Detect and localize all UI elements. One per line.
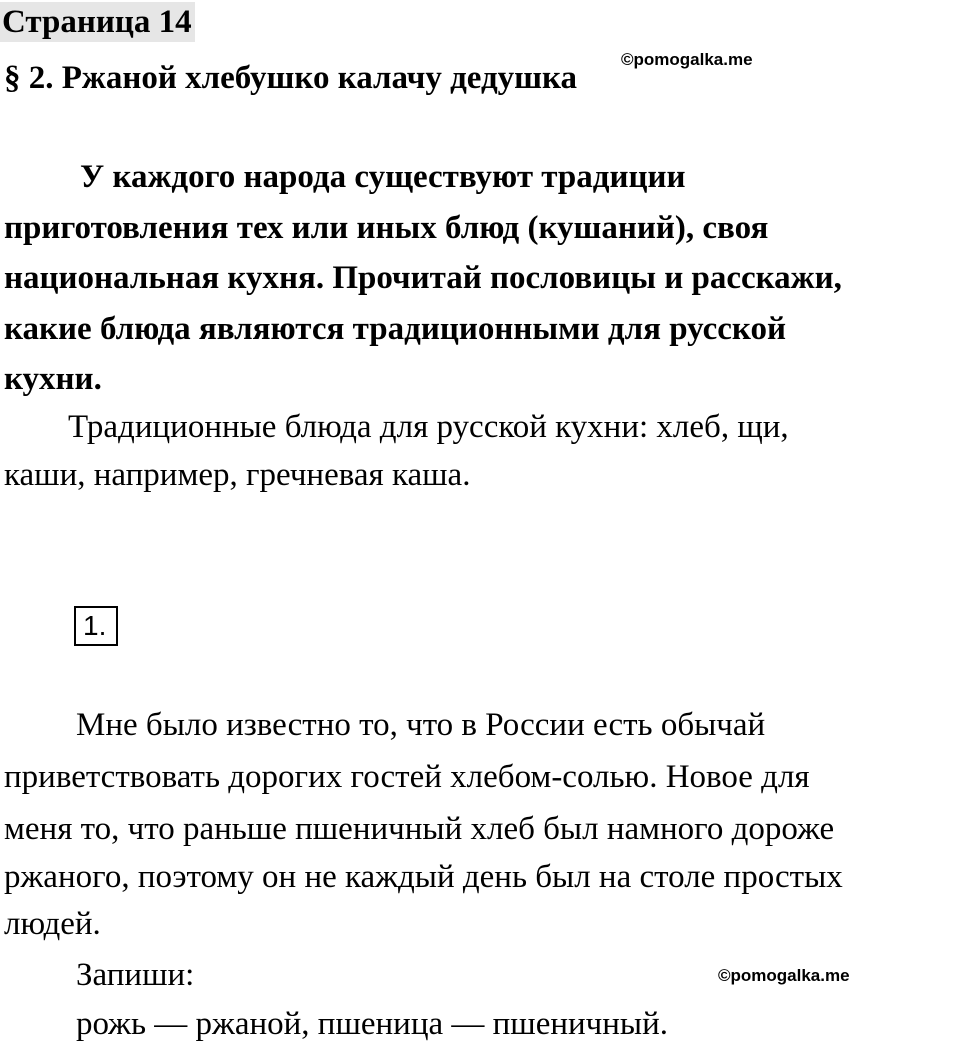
exercise-number-box: 1.	[74, 606, 118, 646]
exercise-text-line: меня то, что раньше пшеничный хлеб был намного дороже	[4, 811, 835, 847]
exercise-text-line: ржаного, поэтому он не каждый день был на столе простых	[4, 859, 843, 895]
task-line: кухни.	[4, 361, 102, 397]
task-line: какие блюда являются традиционными для русской	[4, 310, 786, 347]
section-title: § 2. Ржаной хлебушко калачу дедушка	[4, 60, 578, 96]
watermark-bottom: ©pomogalka.me	[718, 966, 850, 985]
task-line: У каждого народа существуют традиции	[80, 159, 686, 195]
exercise-text-line: людей.	[4, 906, 101, 942]
watermark-top: ©pomogalka.me	[621, 50, 753, 69]
answer-line: Традиционные блюда для русской кухни: хлеб, щи,	[68, 409, 789, 445]
task-instruction	[4, 152, 956, 405]
page-number-label: Страница 14	[0, 2, 195, 42]
task-line: приготовления тех или иных блюд (кушаний), своя	[4, 209, 769, 246]
write-label: Запиши:	[76, 957, 195, 993]
exercise-text-line: приветствовать дорогих гостей хлебом-солью. Новое для	[4, 759, 810, 795]
answer-line: каши, например, гречневая каша.	[4, 457, 471, 493]
exercise-text-line: Мне было известно то, что в России есть обычай	[76, 707, 766, 743]
write-answer: рожь — ржаной, пшеница — пшеничный.	[76, 1006, 669, 1042]
task-line: национальная кухня. Прочитай пословицы и расскажи,	[4, 260, 842, 296]
